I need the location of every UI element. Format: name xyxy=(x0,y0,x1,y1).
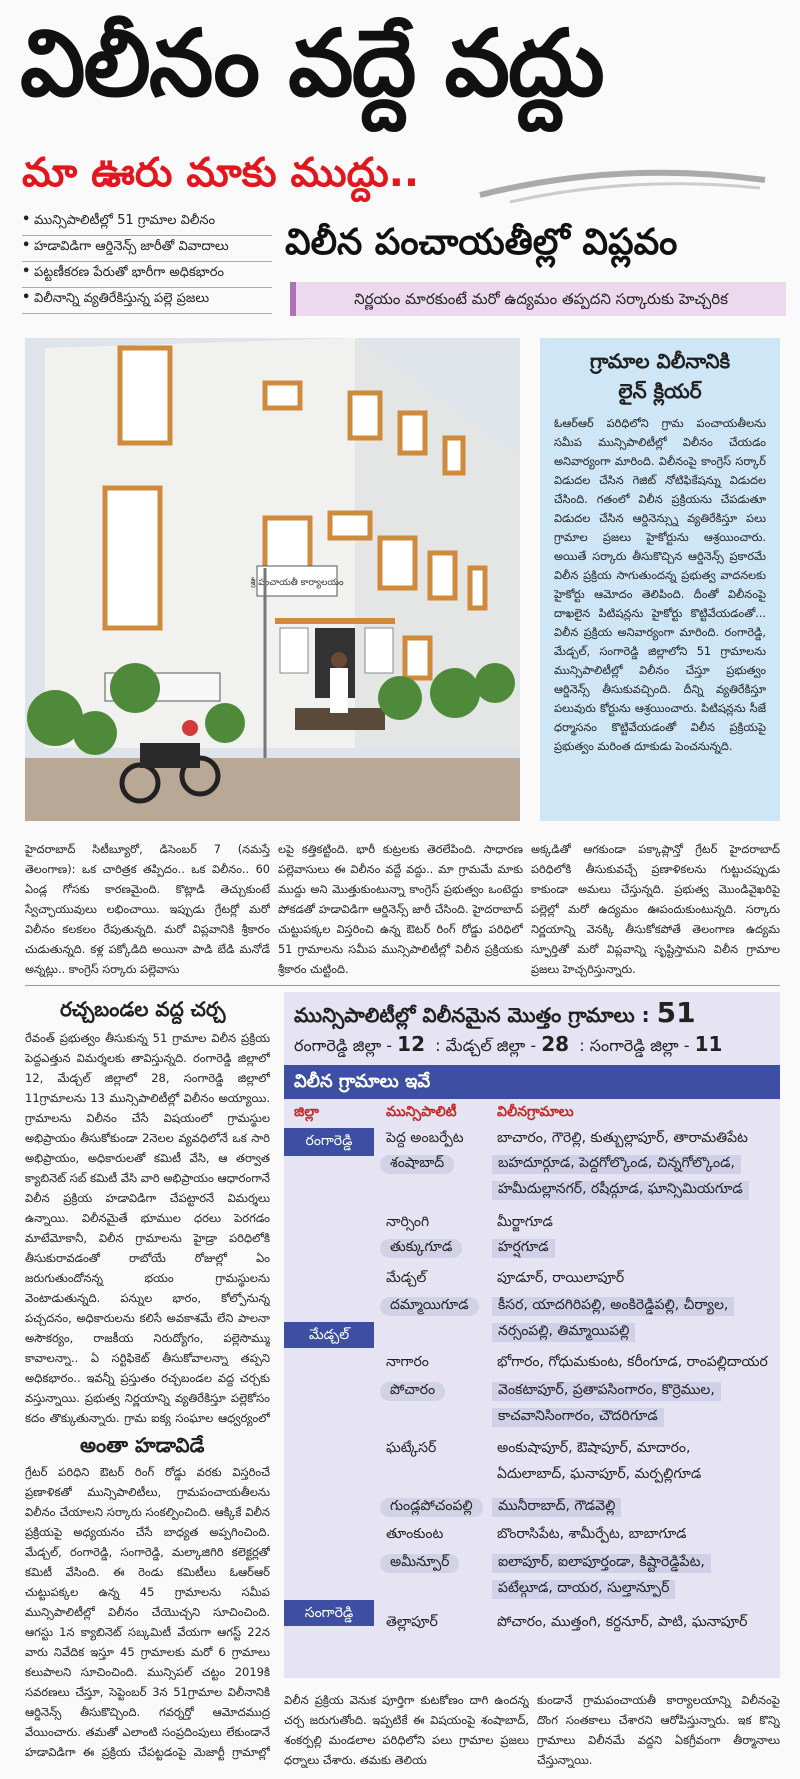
article-column-2: లపై కత్తికట్టింది. భారీ కుట్రలకు తెరలేపింది. సాధారణ పల్లెవాసులు ఈ విలీనం వద్దే వద్దు.. మా గ్రామమే మాకు ముద్దు అని మొత్తుకుంటున్నా కాంగ్రెస్ ప్రభుత్వం ఒంటెద్దు పోకడతో హడావిడిగా ఆర్డినెన్స్ జారీ చేసింది. హైదరాబాద్ చుట్టుపక్కల విస్తరించి ఉన్న ఔటర్ రింగ్ రోడ్డు పరిధిలో 51 గ్రామాలను సమీప మున్సిపాలిటీల్లో విలీన ప్రక్రియకు శ్రీకారం చుట్టింది. xyxy=(278,843,523,976)
village-list: ఐలాపూర్, ఐలాపూర్తండా, కిష్టారెడ్డిపేట, xyxy=(492,1554,711,1573)
village-list: పటేల్గూడ, దాయర, సుల్తాన్పూర్ xyxy=(492,1580,675,1599)
district-count-label: రంగారెడ్డి జిల్లా - xyxy=(294,1036,393,1055)
municipality-name: గుండ్లపోచంపల్లి xyxy=(380,1498,483,1517)
village-list: అంకుషాపూర్, ఔషాపూర్, మాదారం, xyxy=(497,1440,691,1456)
village-list: కాచవానిసింగారం, చౌదరిగూడ xyxy=(492,1408,664,1427)
bullet-item: • హడావిడిగా ఆర్డినెన్స్ జారీతో వివాదాలు xyxy=(22,236,272,262)
total-line xyxy=(294,996,696,1032)
village-list: మునీరాబాద్, గౌడవెల్లి xyxy=(492,1498,621,1517)
news-photo xyxy=(25,338,520,821)
district-label: రంగారెడ్డి xyxy=(284,1128,374,1154)
municipality-name: తెల్లాపూర్ xyxy=(386,1614,438,1630)
municipality-name: నాగారం xyxy=(386,1354,429,1370)
district-count-value: 12 xyxy=(397,1032,425,1056)
district-count-label: మేడ్చల్ జిల్లా - xyxy=(445,1036,537,1055)
sidebar-title-line: గ్రామాల విలీనానికి xyxy=(589,349,731,373)
table-title-bar: విలీన గ్రామాలు ఇవే xyxy=(284,1065,780,1099)
village-list: బొంరాసిపేట, శామీర్పేట, బాబాగూడ xyxy=(497,1526,687,1542)
column-header-district: జిల్లా xyxy=(294,1104,319,1120)
subheadline: మా ఊరు మాకు ముద్దు.. xyxy=(22,150,420,196)
village-list: పోచారం, ముత్తంగి, కర్దనూర్, పాటి, ఘనాపూర్ xyxy=(497,1614,748,1630)
district-count-value: 28 xyxy=(541,1032,570,1056)
sidebar-body: ఓఆర్ఆర్ పరిధిలోని గ్రామ పంచాయతీలను సమీప మున్సిపాలిటీల్లో విలీనం చేయడం అనివార్యంగా మారింది. విలీనంపై కాంగ్రెస్ సర్కార్ విడుదల చేసిన గెజిట్ నోటిఫికేషన్ను విడుదల చేసింది. గతంలో విలీన ప్రక్రియను చేపడుతూ విడుదల చేసిన ఆర్డినెన్స్ను వ్యతిరేకిస్తూ పలు గ్రామాల ప్రజలు హైకోర్టును ఆశ్రయించారు. అయితే సర్కారు తీసుకొచ్చిన ఆర్డినెన్స్ ప్రకారమే విలీన ప్రక్రియ సాగుతుందన్న ప్రభుత్వ వాదనలకు హైకోర్టు ఆమోదం తెలిపింది. దీంతో విలీనంపై దాఖలైన పిటిషన్లను హైకోర్టు కొట్టివేయడంతో... విలీన ప్రక్రియ అనివార్యంగా మారింది. రంగారెడ్డి, మేడ్చల్, సంగారెడ్డి జిల్లాలోని 51 గ్రామాలను మున్సిపాలిటీల్లో విలీనం చేస్తూ ప్రభుత్వం ఆర్డినెన్స్ తీసుకువచ్చింది. దీన్ని వ్యతిరేకిస్తూ పలువురు కోర్టును ఆశ్రయించారు. పిటిషన్లను సీజే ధర్మాసనం కొట్టివేయడంతో విలీన ప్రక్రియపై ప్రభుత్వం మరింత దూకుడు పెంచనున్నది. xyxy=(554,417,766,753)
village-list: హమీదుల్లానగర్, రషీద్గూడ, ఘాన్సిమియగూడ xyxy=(492,1181,749,1200)
district-count-label: సంగారెడ్డి జిల్లా - xyxy=(589,1036,690,1055)
village-list: నర్సంపల్లి, తిమ్మాయిపల్లి xyxy=(492,1323,635,1342)
bottom-column-3: కుండానే గ్రామపంచాయతీ కార్యాలయాన్ని విలీనంపై దొంగ సంతకాలు చేశారని ఆరోపిస్తున్నారు. ఇక కొన్ని గ్రామాలు విలీనమే వద్దని ఏకగ్రీవంగా తీర్మానాలు చేస్తున్నాయి. xyxy=(537,1693,780,1767)
photo-sign-text: శ్రీ పంచాయతీ కార్యాలయం xyxy=(250,578,344,588)
bullet-item: • పట్టణీకరణ పేరుతో భారీగా అధికభారం xyxy=(22,262,272,288)
total-label: మున్సిపాలిటీల్లో విలీనమైన మొత్తం గ్రామాలు : xyxy=(294,1003,650,1027)
village-list: హర్షగూడ xyxy=(492,1239,555,1258)
village-list: బహదూర్గూడ, పెద్దగోల్కొండ, చిన్నగోల్కొండ, xyxy=(492,1155,741,1174)
village-list: బాచారం, గౌరెల్లి, కుత్బుల్లాపూర్, తారామతిపేట xyxy=(497,1130,748,1146)
district-count-value: 11 xyxy=(694,1032,723,1056)
divider xyxy=(25,985,780,986)
merged-villages-table xyxy=(284,992,780,1678)
village-list: ఏదులాబాద్, ఘనాపూర్, మర్పల్లిగూడ xyxy=(497,1466,702,1482)
village-list: పూడూర్, రాయిలాపూర్ xyxy=(497,1270,625,1286)
municipality-name: తుక్కుగూడ xyxy=(380,1239,462,1258)
village-list: మీర్జాగూడ xyxy=(497,1214,553,1230)
subsection-body: రేవంత్ ప్రభుత్వం తీసుకున్న 51 గ్రామాల విలీన ప్రక్రియ పెద్దఎత్తున విమర్శలకు తావిస్తున్నది. రంగారెడ్డి జిల్లాలో 12, మేడ్చల్ జిల్లాలో 28, సంగారెడ్డి జిల్లాలో 11గ్రామాలను 13 మున్సిపాలిటీల్లో విలీనం అయ్యాయి. గ్రామాలను విలీనం చేసే విషయంలో గ్రామస్థుల అభిప్రాయం తీసుకోకుండా 2నెలల వ్యవధిలోనే ఒక సారి అభిప్రాయం, అధికారులతో కమిటీ వేసి, ఆ తర్వాత క్యాబినెట్ సబ్ కమిటీ వేసి వారి అభిప్రాయం ఆధారంగానే విలీన ప్రక్రియ హడావిడిగా చేపట్టారనే విమర్శలు ఉన్నాయి. విలీనమైతే భూముల ధరలు పెరగడం మాటేమోకానీ, విలీన గ్రామాలను హైడ్రా పరిధిలోకి తీసుకురావడంతో రాబోయే రోజుల్లో ఏం జరుగుతుందోనన్న భయం గ్రామస్థులను వెంటాడుతున్నది. పన్నుల భారం, కోల్పోనున్న పచ్చదనం, అధికారులను కలిసే అవకాశమే లేని పాలనా అసౌకర్యం, రాజకీయ నిరుద్యోగం, పల్లెసొమ్ము కావాలన్నా.. ఏ సర్టిఫికెట్ తీసుకోవాలన్నా తప్పని అధికభారం.. ఇవన్నీ ప్రస్తుతం రచ్చబండల వద్ద చర్చకు వస్తున్నాయి. ప్రభుత్వ నిర్ణయాన్ని వ్యతిరేకిస్తూ పల్లెకోసం కదం తొక్కుతున్నారు. గ్రామ ఐక్య సంఘాల ఆధ్వర్యంలో xyxy=(25,1031,270,1425)
divider xyxy=(284,1154,374,1156)
municipality-name: ఘట్కేసర్ xyxy=(386,1440,437,1456)
secondary-headline: విలీన పంచాయతీల్లో విప్లవం xyxy=(285,222,678,263)
municipality-name: అమీన్పూర్ xyxy=(380,1554,459,1573)
warning-banner: నిర్ణయం మారకుంటే మరో ఉద్యమం తప్పదని సర్కారుకు హెచ్చరిక xyxy=(290,282,786,316)
municipality-name: దమ్మాయిగూడ xyxy=(380,1297,479,1316)
municipality-name: పోచారం xyxy=(380,1382,445,1401)
column-header-villages: విలీనగ్రామాలు xyxy=(497,1104,574,1120)
village-list: వెంకటాపూర్, ప్రతాపసింగారం, కొర్రెముల, xyxy=(492,1382,721,1401)
bullet-list xyxy=(22,210,272,314)
district-label: మేడ్చల్ xyxy=(284,1322,374,1348)
municipality-name: నార్సింగి xyxy=(386,1214,430,1230)
swoosh-decoration xyxy=(470,150,770,210)
bottom-column-2: విలీన ప్రక్రియ వెనుక పూర్తిగా కుటకోణం దాగి ఉందన్న చర్చ జరుగుతోంది. ఇప్పటికే ఈ విషయంపై శంషాబాద్, శంకర్పల్లి మండలాల పరిధిలోని పలు గ్రామాల ప్రజలు ధర్నాలు చేశారు. తమకు తెలియ xyxy=(284,1693,529,1767)
village-list: భోగారం, గోధుమకుంట, కరీంగూడ, రాంపల్లిదాయర xyxy=(497,1354,768,1370)
bullet-item: • విలీనాన్ని వ్యతిరేకిస్తున్న పల్లె ప్రజలు xyxy=(22,288,272,314)
total-value: 51 xyxy=(656,996,696,1029)
subsection-body: గ్రేటర్ పరిధిని ఔటర్ రింగ్ రోడ్డు వరకు విస్తరించే ప్రణాళికతో మున్సిపాలిటీలు, గ్రామపంచాయతీలను విలీనం చేయాలని సర్కారు సంకల్పించింది. ఆక్కికే విలీన ప్రక్రియపై అధ్యయనం చేసే బాధ్యత అప్పగించింది. మేడ్చల్, రంగారెడ్డి, సంగారెడ్డి, మల్కాజిగిరి కలెక్టర్లతో కమిటీ వేసింది. ఈ రెండు కమిటీలు ఓఆర్ఆర్ చుట్టుపక్కల ఉన్న 45 గ్రామాలను సమీప మున్సిపాలిటీల్లో విలీనం చేయొచ్చని సూచించింది. ఆగస్టు 1న క్యాబినెట్ సబ్కమిటీ వేయగా ఆగస్ట్ 22న వారు నివేదిక ఇస్తూ 45 గ్రామాలకు మరో 6 గ్రామాలు కలుపాలని సూచించింది. మున్సిపల్ చట్టం 2019కి సవరణలు చేస్తూ, సెప్టెంబర్ 3న 51గ్రామాల విలీనానికి ఆర్డినెన్స్ తీసుకొచ్చింది. గవర్నర్తో ఆమోదముద్ర వేయించారు. తమతో ఎలాంటి సంప్రదింపులు లేకుండానే హడావిడిగా ఈ ప్రక్రియ చేపట్టడంపై మెజార్టీ గ్రామాల్లో xyxy=(25,1465,270,1759)
column-header-municipality: మున్సిపాలిటీ xyxy=(386,1104,457,1120)
article-column-1: హైదరాబాద్ సిటీబ్యూరో, డిసెంబర్ 7 (నమస్తే తెలంగాణ): ఒక చారిత్రక తప్పిదం.. ఒక విలీనం.. 60 ఏండ్ల గోసకు కారణమైంది. కొట్లాడి తెచ్చుకుంటే స్వేచ్ఛాయువులు లభించాయి. ఇప్పుడు గ్రేటర్లో మరో విలీనం కలకలం రేపుతున్నది. మరో విప్లవానికి శ్రీకారం చుడుతున్నది. కళ్ల పక్కోడిది అయినా పాడి బేడి మనోడే అన్నట్లు.. కాంగ్రెస్ సర్కారు పల్లెవాసు xyxy=(25,843,270,976)
municipality-name: శంషాబాద్ xyxy=(380,1155,454,1174)
village-list: కీసర, యాదగిరిపల్లి, అంకిరెడ్డిపల్లి, చీర్యాల, xyxy=(492,1297,734,1316)
article-column-3: అక్కడితో ఆగకుండా పక్కాప్లాన్తో గ్రేటర్ హైదరాబాద్ పరిధిలోకి తీసుకువచ్చే ప్రణాళికలను గుట్టుచప్పుడు కాకుండా అమలు చేస్తున్నది. ప్రభుత్వ మొండివైఖరిపై పల్లెల్లో మరో ఉద్యమం ఊపందుకుంటున్నది. సర్కారు నిర్ణయాన్ని వెనక్కి తీసుకోకపోతే తెలంగాణ ఉద్యమ స్ఫూర్తితో మరో విప్లవాన్ని సృష్టిస్తామని విలీన గ్రామాల ప్రజలు హెచ్చరిస్తున్నారు. xyxy=(531,843,780,976)
subsection-heading: అంతా హడావిడే xyxy=(80,1433,205,1457)
municipality-name: పెద్ద అంబర్పేట xyxy=(386,1130,464,1146)
subsection-heading: రచ్చబండల వద్ద చర్చ xyxy=(60,997,226,1021)
sidebar-title-line: లైన్ క్లియర్ xyxy=(618,379,702,403)
district-label: సంగారెడ్డి xyxy=(284,1600,374,1626)
sidebar-title xyxy=(540,346,780,406)
headline: విలీనం వద్దే వద్దు xyxy=(20,10,603,117)
bullet-item: • మున్సిపాలిటీల్లో 51 గ్రామాల విలీనం xyxy=(22,210,272,236)
municipality-name: మేడ్చల్ xyxy=(386,1270,427,1286)
sidebar-box xyxy=(540,338,780,821)
municipality-name: తూంకుంట xyxy=(386,1526,444,1542)
district-counts: రంగారెడ్డి జిల్లా - 12 : మేడ్చల్ జిల్లా - 28 : సంగారెడ్డి జిల్లా - 11 xyxy=(294,1032,723,1056)
